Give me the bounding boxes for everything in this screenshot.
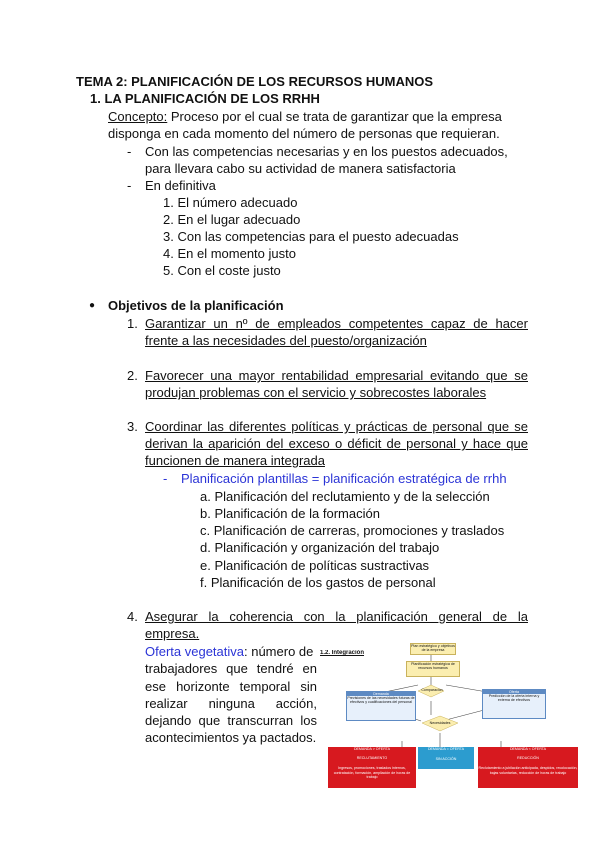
box-body: Reclutamiento a jubilación anticipada, despidos, recolocación, bajas voluntarias, reducción de horas de trabajo [478, 766, 578, 775]
top-box: Plan estratégico y objetivos de la empresa [410, 643, 456, 655]
objective-text: Favorecer una mayor rentabilidad empresarial evitando que se [145, 368, 528, 383]
sub-list-item: b. Planificación de la formación [200, 506, 380, 521]
demand-eq-supply-box [418, 747, 474, 769]
sub-list-item: f. Planificación de los gastos de personal [200, 575, 436, 590]
supply-box [482, 689, 546, 719]
supply-body: Predicción de la oferta interna y externa de efectivos [488, 694, 540, 703]
box-body: Ingresos, promociones, traslados internos, contratación, formación, ampliación de horas de trabajo [333, 766, 411, 779]
objective-number: 1. [127, 316, 138, 331]
section-heading: 1. LA PLANIFICACIÓN DE LOS RRHH [90, 91, 320, 106]
bullet-dot: ● [89, 300, 96, 311]
list-item: 2. En el lugar adecuado [163, 212, 301, 227]
box-head: DEMANDA > OFERTA [353, 747, 391, 751]
strategy-box: Planificación estratégica de recursos humanos [406, 661, 460, 677]
bullet-text: En definitiva [145, 178, 216, 193]
list-item: 5. Con el coste justo [163, 263, 281, 278]
oferta-line: trabajadores que tendré en [145, 661, 317, 677]
dash-marker: - [127, 178, 132, 193]
demand-lt-supply-box [478, 747, 578, 788]
objective-text: produjan problemas con el servicio y sobrecostes laborales [145, 385, 487, 400]
compare-label: Comparación [421, 688, 443, 692]
objective-text: frente a las necesidades del puesto/organización [145, 333, 427, 348]
diagram-title: 1.2. Integración [320, 650, 365, 656]
demand-box [346, 691, 416, 721]
sub-list-item: e. Planificación de políticas sustractivas [200, 558, 430, 573]
integration-diagram [318, 643, 580, 788]
concept-paragraph [108, 108, 528, 143]
concept-text-1: Proceso por el cual se trata de garantizar que la empresa [167, 109, 502, 124]
bullet-text: Con las competencias necesarias y en los puestos adecuados, [145, 144, 508, 159]
objectives-heading: Objetivos de la planificación [108, 298, 284, 313]
bullet-text: para llevara cabo su actividad de manera satisfactoria [145, 161, 456, 176]
box-head: DEMANDA < OFERTA [509, 747, 547, 751]
objective-number: 3. [127, 419, 138, 434]
list-item: 1. El número adecuado [163, 195, 298, 210]
oferta-label: Oferta vegetativa [145, 644, 244, 659]
supply-head: Oferta [483, 690, 545, 694]
objective-text: empresa. [145, 626, 200, 641]
demand-head: Demanda [347, 692, 415, 696]
objective-text: Garantizar un nº de empleados competentes capaz de hacer [145, 316, 528, 331]
demand-gt-supply-box [328, 747, 416, 788]
concept-text-2: disponga en cada momento del número de personas que requieran. [108, 126, 500, 142]
box-sub: SIN ACCIÓN [435, 757, 457, 762]
box-head: DEMANDA = OFERTA [427, 747, 465, 751]
oferta-paragraph [145, 643, 317, 747]
objective-number: 4. [127, 609, 138, 624]
dash-marker: - [127, 144, 132, 159]
sub-list-item: d. Planificación y organización del trabajo [200, 540, 440, 555]
dash-marker: - [163, 471, 168, 486]
oferta-line: ese horizonte temporal sin [145, 678, 317, 694]
objective-text: funcionen de manera integrada [145, 453, 325, 468]
list-item: 4. En el momento justo [163, 246, 296, 261]
box-sub: REDUCCIÓN [517, 756, 539, 761]
objective-text: derivan la aparición del exceso o déficit de personal y hace que [145, 436, 528, 451]
objective-number: 2. [127, 368, 138, 383]
list-item: 3. Con las competencias para el puesto adecuadas [163, 229, 459, 244]
demand-body: Previsiones de las necesidades futuras de efectivos y cualificaciones del personal [347, 696, 415, 705]
sub-list-item: a. Planificación del reclutamiento y de la selección [200, 489, 490, 504]
oferta-line: acontecimientos ya pactados. [145, 730, 317, 746]
page-title: TEMA 2: PLANIFICACIÓN DE LOS RECURSOS HUMANOS [76, 74, 434, 89]
objective-text: Asegurar la coherencia con la planificación general de la [145, 609, 528, 624]
concept-label: Concepto: [108, 109, 168, 124]
oferta-line: dejando que transcurran los [145, 713, 317, 729]
plantillas-text: Planificación plantillas = planificación estratégica de rrhh [181, 471, 507, 486]
oferta-line: : número de [244, 644, 314, 659]
sub-list-item: c. Planificación de carreras, promociones y traslados [200, 523, 505, 538]
needs-label: Necesidades [429, 721, 451, 725]
oferta-line: realizar ninguna acción, [145, 695, 317, 711]
box-sub: RECLUTAMIENTO [356, 756, 388, 761]
objective-text: Coordinar las diferentes políticas y prácticas de personal que se [145, 419, 528, 434]
